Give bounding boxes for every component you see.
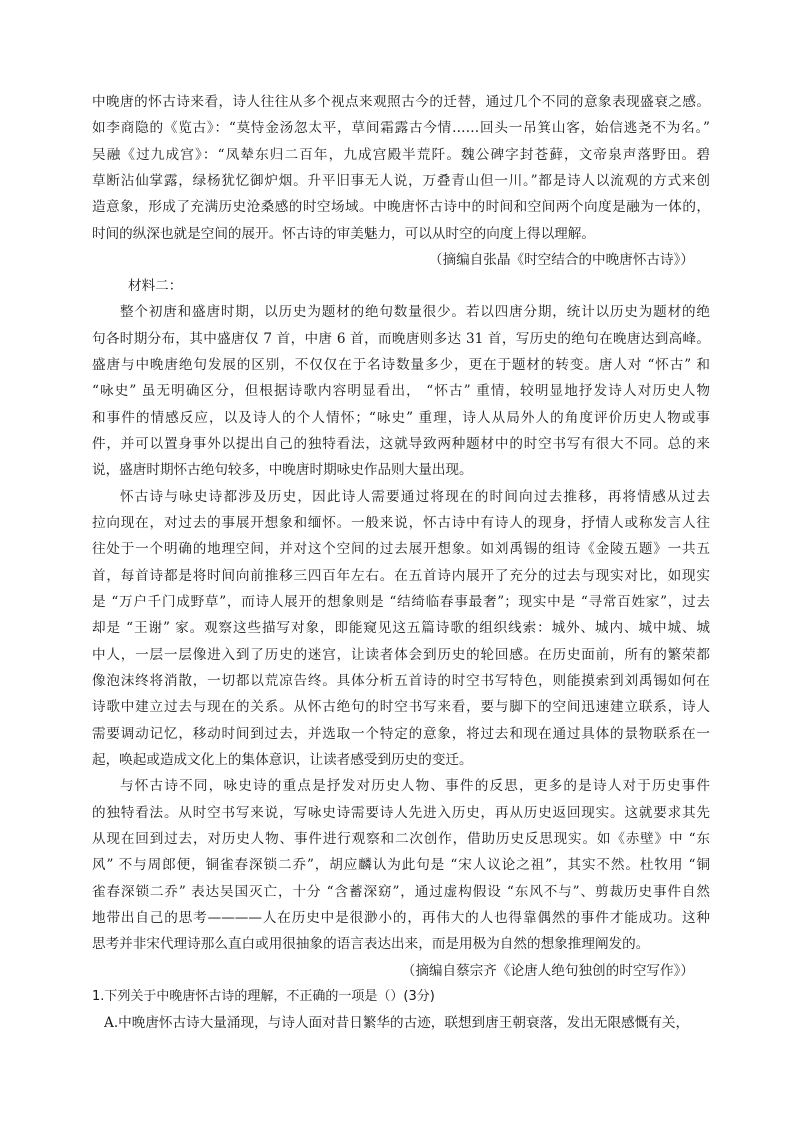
paragraph2-line: 和事件的情感反应，以及诗人的个人情怀；“咏史” 重理，诗人从局外人的角度评价历史人物或事 <box>92 410 710 426</box>
paragraph1-line: 时间的纵深也就是空间的展开。怀古诗的审美魅力，可以从时空的向度上得以理解。 <box>92 226 595 242</box>
paragraph3-line: 起，唤起或造成文化上的集体意识，让读者感受到历史的变迁。 <box>92 752 473 768</box>
paragraph2-line: 句各时期分布，其中盛唐仅 7 首，中唐 6 首，而晚唐则多达 31 首，写历史的绝句在晚唐达到高峰。 <box>92 331 710 347</box>
paragraph2-line: “咏史” 虽无明确区分，但根据诗歌内容明显看出， “怀古” 重情，较明显地抒发诗人对历史人物 <box>92 383 710 399</box>
paragraph3-line: 往处于一个明确的地理空间，并对这个空间的过去展开想象。如刘禹锡的组诗《金陵五题》一共五 <box>92 541 710 557</box>
paragraph4-line: 风” 不与周郎便，铜雀春深锁二乔”，胡应麟认为此句是 “宋人议论之祖”，其实不然。杜牧用 “铜 <box>92 857 710 873</box>
paragraph3-line: 是 “万户千门成野草”，而诗人展开的想象则是 “结绮临春事最奢”；现实中是 “寻常百姓家”，过去 <box>92 594 710 610</box>
paragraph3-line: 首，每首诗都是将时间向前推移三四百年左右。在五首诗内展开了充分的过去与现实对比，如现实 <box>92 568 710 584</box>
paragraph1-line: 草断沾仙掌露，绿杨犹忆御炉烟。升平旧事无人说，万叠青山但一川。”都是诗人以流观的方式来创 <box>92 173 710 189</box>
paragraph3-line: 怀古诗与咏史诗都涉及历史，因此诗人需要通过将现在的时间向过去推移，再将情感从过去 <box>120 489 710 505</box>
source-citation-1: （摘编自张晶《时空结合的中晚唐怀古诗》） <box>428 252 694 268</box>
paragraph4-line: 的独特看法。从时空书写来说，写咏史诗需要诗人先进入历史，再从历史返回现实。这就要求其先 <box>92 805 710 821</box>
paragraph4-line: 从现在回到过去，对历史人物、事件进行观察和二次创作，借助历史反思现实。如《赤壁》中 “东 <box>92 831 710 847</box>
paragraph2-line: 整个初唐和盛唐时期，以历史为题材的绝句数量很少。若以四唐分期，统计以历史为题材的绝 <box>120 304 710 320</box>
paragraph3-line: 中人，一层一层像进入到了历史的迷宫，让读者体会到历史的轮回感。在历史面前，所有的繁荣都 <box>92 647 710 663</box>
paragraph4-line: 思考并非宋代理诗那么直白或用很抽象的语言表达出来，而是用极为自然的想象推理阐发的。 <box>92 936 650 952</box>
paragraph4-line: 地带出自己的思考————人在历史中是很渺小的，再伟大的人也得靠偶然的事件才能成功。这种 <box>92 910 710 926</box>
paragraph2-line: 件，并可以置身事外以提出自己的独特看法，这就导致两种题材中的时空书写有很大不同。总的来 <box>92 436 710 452</box>
paragraph3-line: 却是 “王谢” 家。观察这些描写对象，即能窥见这五篇诗歌的组织线索：城外、城内、城中城、城 <box>92 620 710 636</box>
paragraph2-line: 说，盛唐时期怀古绝句较多，中晚唐时期咏史作品则大量出现。 <box>92 462 473 478</box>
paragraph3-line: 诗歌中建立过去与现在的关系。从怀古绝句的时空书写来看，要与脚下的空间迅速建立联系，诗人 <box>92 699 710 715</box>
paragraph1-line: 造意象，形成了充满历史沧桑感的时空场域。中晚唐怀古诗中的时间和空间两个向度是融为一体的， <box>92 199 710 215</box>
paragraph3-line: 像泡沫终将消散，一切都以荒凉告终。具体分析五首诗的时空书写特色，则能摸索到刘禹锡如何在 <box>92 673 710 689</box>
source-citation-2: （摘编自蔡宗齐《论唐人绝句独创的时空写作》） <box>401 963 694 979</box>
paragraph1-line: 如李商隐的《览古》：“莫恃金汤忽太平，草间霜露古今情……回头一吊箕山客，始信逃尧不为名。” <box>92 120 710 136</box>
paragraph4-line: 雀春深锁二乔” 表达吴国灭亡，十分 “含蓄深窈”，通过虚构假设 “东风不与”、剪裁历史事件自然 <box>92 884 710 900</box>
paragraph4-line: 与怀古诗不同，咏史诗的重点是抒发对历史人物、事件的反思，更多的是诗人对于历史事件 <box>120 778 710 794</box>
paragraph1-line: 吴融《过九成宫》：“凤辇东归二百年，九成宫殿半荒阡。魏公碑字封苍藓，文帝泉声落野田。碧 <box>92 147 710 163</box>
paragraph3-line: 拉向现在，对过去的事展开想象和缅怀。一般来说，怀古诗中有诗人的现身，抒情人或称发言人往 <box>92 515 710 531</box>
material2-heading: 材料二： <box>128 278 183 294</box>
paragraph3-line: 需要调动记忆，移动时间到过去，并选取一个特定的意象，将过去和现在通过具体的景物联系在一 <box>92 726 710 742</box>
paragraph2-line: 盛唐与中晚唐绝句发展的区别，不仅仅在于名诗数量多少，更在于题材的转变。唐人对 “怀古” 和 <box>92 357 710 373</box>
paragraph1-line: 中晚唐的怀古诗来看，诗人往往从多个视点来观照古今的迁替，通过几个不同的意象表现盛衰之感。 <box>92 94 710 110</box>
option-a: A.中晚唐怀古诗大量涌现，与诗人面对昔日繁华的古迹，联想到唐王朝衰落，发出无限感慨有关， <box>104 1015 690 1031</box>
question-1: 1.下列关于中晚唐怀古诗的理解，不正确的一项是（）(3分) <box>92 989 435 1004</box>
